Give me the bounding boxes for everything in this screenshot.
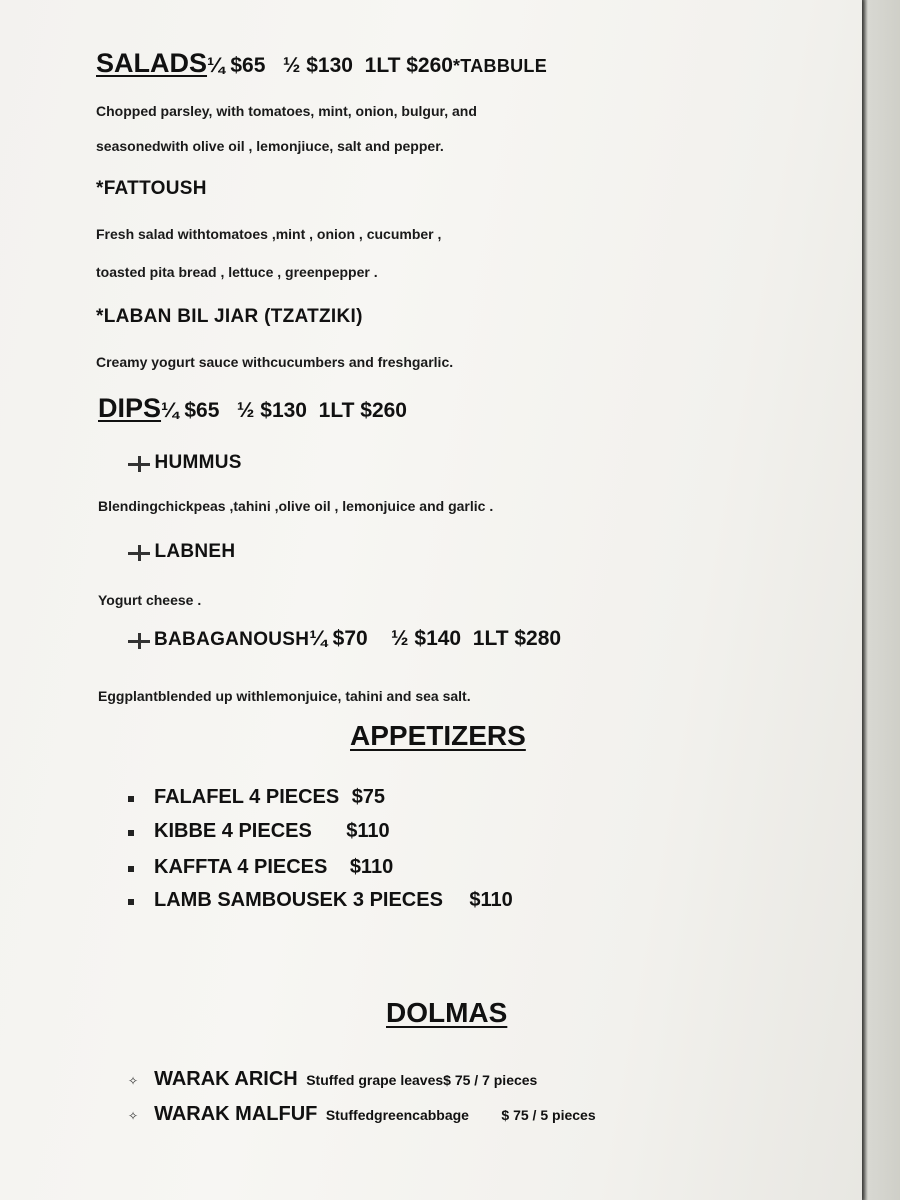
salads-price-line: ¼ $65 ½ $130 1LT $260 [207,54,453,77]
dips-price-line: ¼ $65 ½ $130 1LT $260 [161,399,407,422]
dips-heading: DIPS [98,393,162,423]
square-bullet-icon [128,796,134,802]
dolma-name: WARAK ARICH [154,1068,298,1090]
babaganoush-price: ¼ $70 ½ $140 1LT $280 [309,627,562,650]
fattoush-desc-2: toasted pita bread , lettuce , greenpepper . [96,264,378,280]
appetizer-item [128,889,513,912]
fattoush-desc-1: Fresh salad withtomatoes ,mint , onion , cucumber , [96,226,442,242]
cross-bullet-icon [128,633,154,649]
diamond-bullet-icon: ✧ [128,1074,139,1088]
cross-bullet-icon [128,545,150,561]
appetizer-name: KAFFTA 4 PIECES [154,856,328,878]
labneh-name: LABNEH [154,541,236,562]
hummus-line [128,452,242,474]
appetizer-name: KIBBE 4 PIECES [154,820,312,842]
dips-header-line [98,393,407,424]
binder-edge [860,0,900,1200]
labneh-desc: Yogurt cheese . [98,592,202,608]
dolma-price: $ 75 / 5 pieces [501,1107,596,1123]
dolma-desc: Stuffed grape leaves$ 75 / 7 pieces [306,1072,538,1088]
tzatziki-name: *LABAN BIL JIAR (TZATZIKI) [96,306,363,327]
appetizer-price: $110 [349,856,394,878]
square-bullet-icon [128,830,134,836]
dolma-name: WARAK MALFUF [154,1103,318,1125]
diamond-bullet-icon: ✧ [128,1109,139,1123]
tzatziki-desc: Creamy yogurt sauce withcucumbers and freshgarlic. [96,354,454,370]
appetizer-name: LAMB SAMBOUSEK 3 PIECES [154,889,443,911]
babaganoush-name: BABAGANOUSH [154,629,310,650]
appetizer-name: FALAFEL 4 PIECES [154,786,340,808]
cross-bullet-icon [128,456,150,472]
salads-heading: SALADS [96,48,208,78]
appetizer-item [128,786,385,809]
tabbule-desc-2: seasonedwith olive oil , lemonjiuce, salt and pepper. [96,138,444,154]
babaganoush-line [128,627,561,651]
hummus-desc: Blendingchickpeas ,tahini ,olive oil , lemonjuice and garlic . [98,498,494,514]
square-bullet-icon [128,899,134,905]
appetizer-item [128,856,393,879]
tabbule-name: *TABBULE [452,56,548,76]
labneh-line [128,541,235,563]
dolma-item [128,1068,537,1091]
appetizer-price: $110 [346,820,390,842]
salads-header-line [96,48,547,79]
appetizer-item [128,820,390,843]
babaganoush-desc: Eggplantblended up withlemonjuice, tahini and sea salt. [98,688,471,704]
dolma-item [128,1103,596,1126]
square-bullet-icon [128,866,134,872]
hummus-name: HUMMUS [154,452,242,473]
fattoush-name: *FATTOUSH [96,178,207,199]
appetizers-heading: APPETIZERS [350,720,526,751]
dolma-desc: Stuffedgreencabbage [325,1107,469,1123]
appetizer-price: $110 [469,889,513,911]
tabbule-desc-1: Chopped parsley, with tomatoes, mint, onion, bulgur, and [96,103,477,119]
appetizer-price: $75 [351,786,386,808]
dolmas-heading: DOLMAS [386,997,508,1028]
